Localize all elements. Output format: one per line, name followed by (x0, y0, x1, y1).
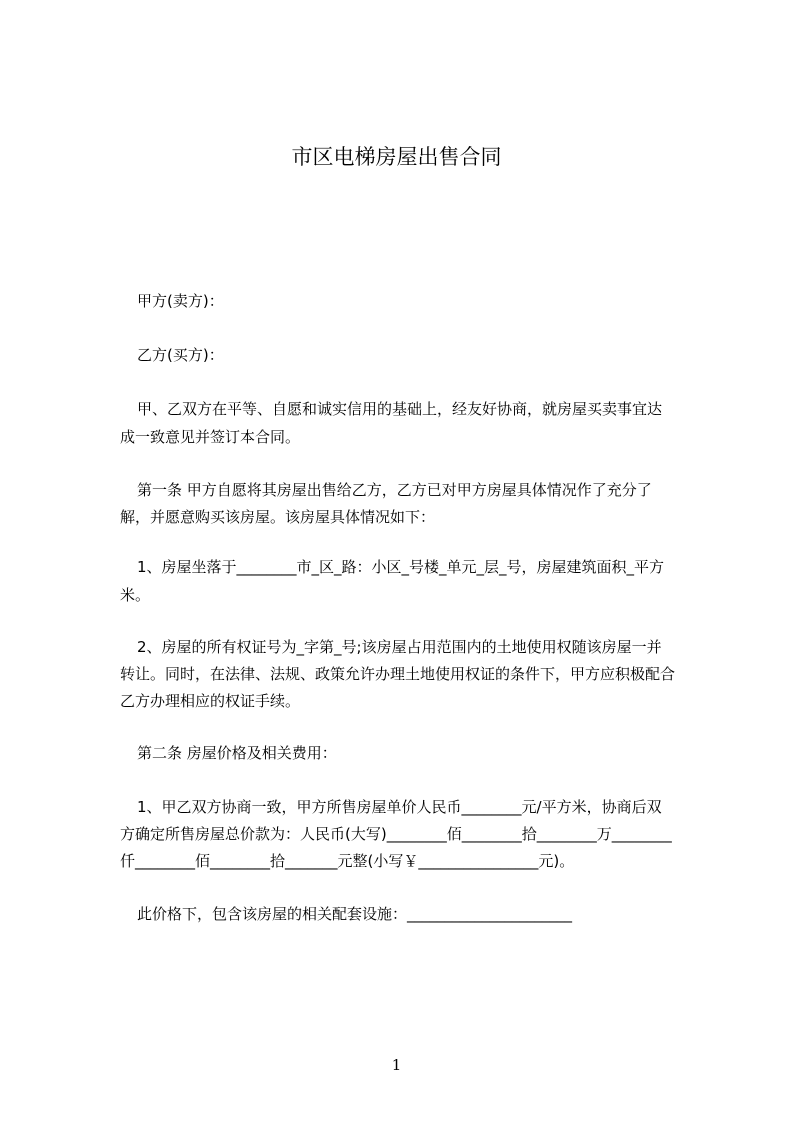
article-1-line-2: 解，并愿意购买该房屋。该房屋具体情况如下： (120, 508, 436, 526)
intro-line-2: 成一致意见并签订本合同。 (120, 428, 301, 446)
intro-line-1: 甲、乙双方在平等、自愿和诚实信用的基础上，经友好协商，就房屋买卖事宜达 (137, 400, 663, 418)
facilities-line: 此价格下，包含该房屋的相关配套设施：______________________ (137, 905, 573, 923)
article-1-line-1: 第一条 甲方自愿将其房屋出售给乙方，乙方已对甲方房屋具体情况作了充分了 (137, 481, 652, 499)
item-2-line-2: 转让。同时，在法律、法规、政策允许办理土地使用权证的条件下，甲方应积极配合 (120, 665, 676, 683)
price-line-1: 1、甲乙双方协商一致，甲方所售房屋单价人民币________元/平方米，协商后双 (137, 798, 662, 816)
price-line-3: 仟________佰________拾_______元整(小写￥________________元)。 (120, 852, 575, 870)
party-b-label: 乙方(买方)： (137, 346, 224, 364)
party-a-label: 甲方(卖方)： (137, 292, 224, 310)
item-2-line-1: 2、房屋的所有权证号为_字第_号;该房屋占用范围内的土地使用权随该房屋一并 (137, 638, 662, 656)
price-line-2: 方确定所售房屋总价款为：人民币(大写)________佰________拾________万________ (120, 825, 672, 843)
contract-title: 市区电梯房屋出售合同 (291, 145, 502, 169)
page-number: 1 (391, 1056, 402, 1074)
article-2-heading: 第二条 房屋价格及相关费用： (137, 744, 337, 762)
item-1-line-1: 1、房屋坐落于________市_区_路：小区_号楼_单元_层_号，房屋建筑面积_平方 (137, 558, 665, 576)
item-1-line-2: 米。 (120, 586, 151, 604)
item-2-line-3: 乙方办理相应的权证手续。 (120, 692, 301, 710)
